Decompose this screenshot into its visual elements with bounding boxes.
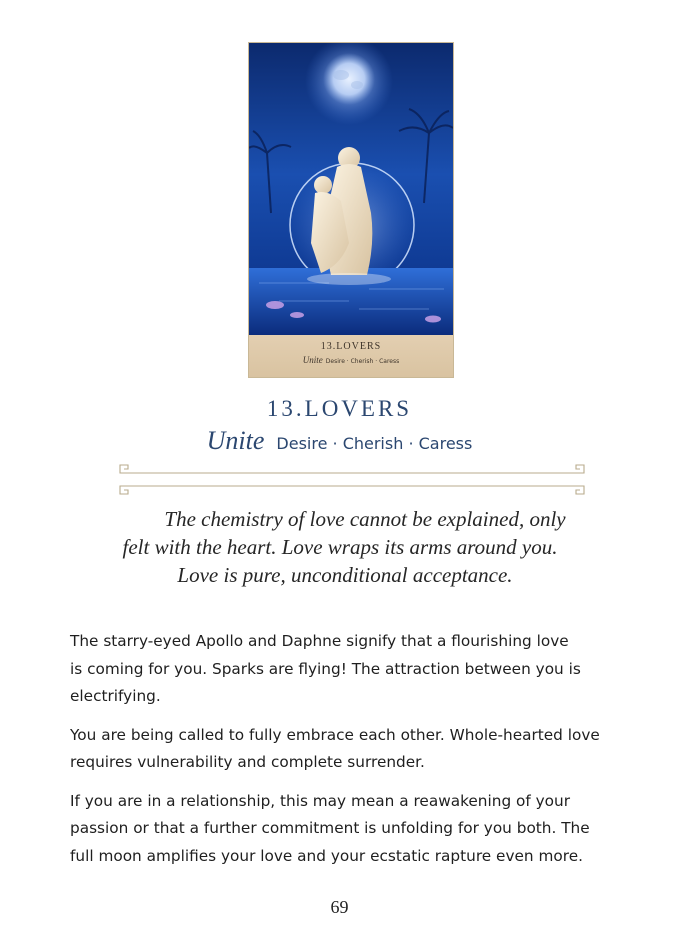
body-line: electrifying.: [70, 687, 161, 705]
quote-line: The chemistry of love cannot be explained, only: [164, 507, 566, 531]
card-plate-theme: Unite: [302, 355, 323, 365]
body-line: passion or that a further commitment is unfolding for you both. The: [70, 819, 590, 837]
page-number: 69: [330, 897, 349, 917]
ornamental-divider: [117, 464, 587, 496]
body-paragraph: [70, 722, 630, 777]
body-paragraph: [70, 788, 630, 871]
card-description: [70, 628, 630, 881]
card-nameplate: [249, 335, 453, 377]
quote-line: Love is pure, unconditional acceptance.: [177, 563, 513, 587]
card-plate-subtitle: [249, 355, 453, 365]
body-line: requires vulnerability and complete surrender.: [70, 753, 425, 771]
quote-line: felt with the heart. Love wraps its arms around you.: [122, 535, 558, 559]
body-line: If you are in a relationship, this may mean a reawakening of your: [70, 791, 571, 810]
card-plate-keywords: Desire · Cherish · Caress: [325, 358, 400, 365]
card-theme: Unite: [206, 426, 265, 455]
body-line: The starry-eyed Apollo and Daphne signify that a flourishing love: [70, 632, 569, 650]
body-line: You are being called to fully embrace each other. Whole-hearted love: [70, 725, 600, 744]
oracle-card-image: [249, 43, 453, 377]
card-plate-title: 13.LOVERS: [320, 341, 382, 352]
card-artwork: [249, 43, 453, 335]
card-subtitle: [0, 426, 679, 456]
body-line: is coming for you. Sparks are flying! The attraction between you is: [70, 659, 581, 678]
body-line: full moon amplifies your love and your ecstatic rapture even more.: [70, 846, 583, 865]
card-keywords: Desire · Cherish · Caress: [276, 434, 473, 453]
card-quote: [60, 505, 620, 589]
card-title: 13.LOVERS: [266, 396, 413, 421]
body-paragraph: [70, 628, 630, 711]
